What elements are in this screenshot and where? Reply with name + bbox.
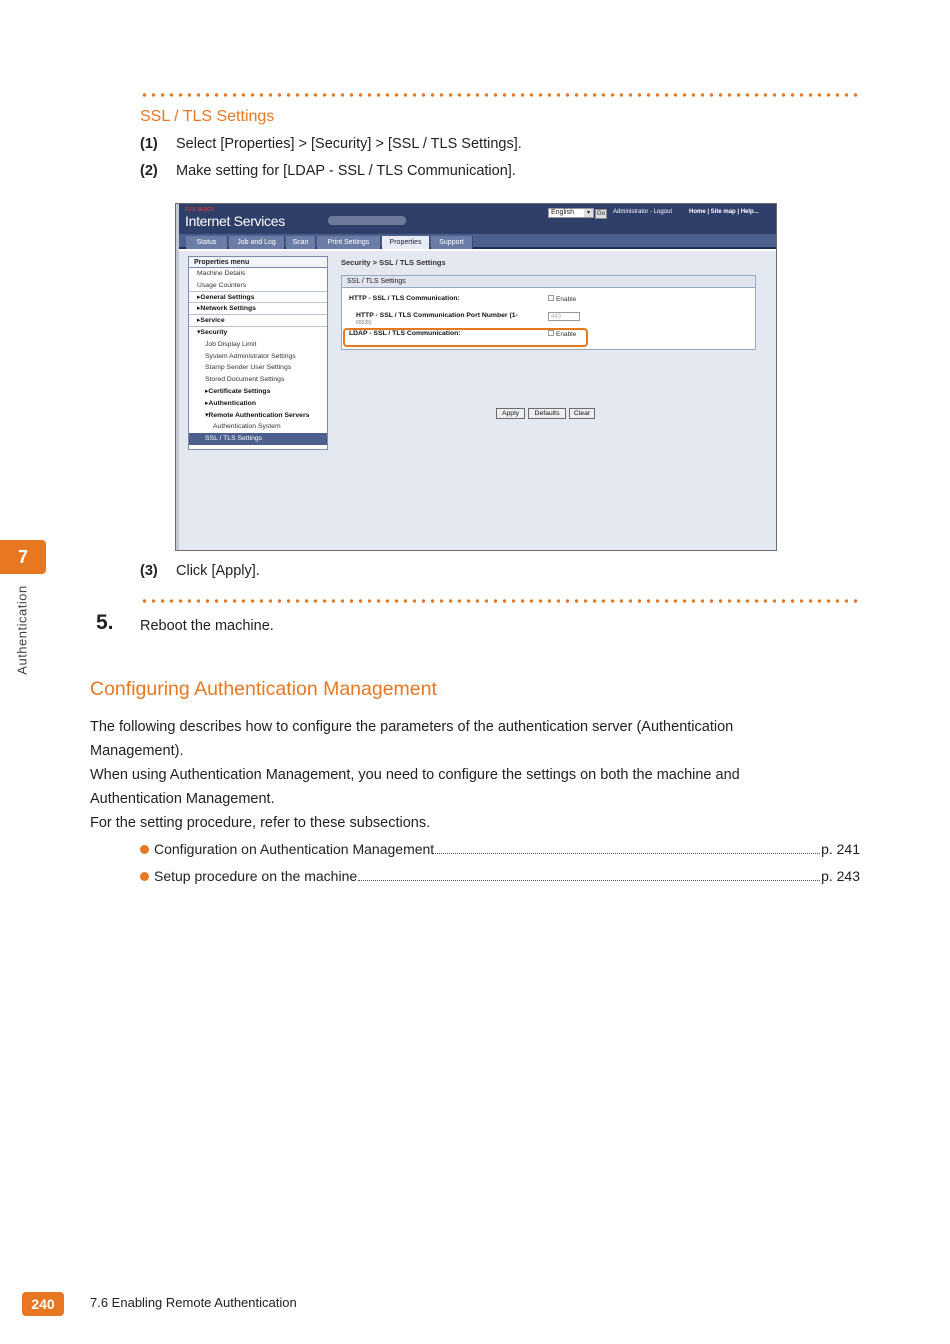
link-configuration-on-auth-mgmt[interactable] bbox=[140, 841, 860, 859]
tab-status[interactable]: Status bbox=[186, 236, 228, 249]
menu-item-usage-counters[interactable]: Usage Counters bbox=[189, 280, 327, 292]
left-frame-edge bbox=[176, 204, 179, 551]
menu-item-service[interactable]: ▸Service bbox=[189, 315, 327, 327]
menu-item-system-admin-settings[interactable]: System Administrator Settings bbox=[205, 352, 296, 360]
http-port-label: HTTP - SSL / TLS Communication Port Number (1- bbox=[356, 312, 518, 319]
paragraph-line-3: When using Authentication Management, you need to configure the settings on both the machine and bbox=[90, 767, 740, 783]
step-number: (2) bbox=[140, 163, 158, 179]
ldap-ssl-enable-label: Enable bbox=[556, 331, 577, 338]
step-text: Make setting for [LDAP - SSL / TLS Communication]. bbox=[176, 163, 516, 179]
tab-print-settings[interactable]: Print Settings bbox=[317, 236, 381, 249]
http-port-label-tail: 65535) bbox=[356, 320, 372, 326]
clear-button[interactable]: Clear bbox=[569, 408, 595, 419]
app-title: Internet Services bbox=[185, 213, 285, 229]
menu-title: Properties menu bbox=[189, 257, 327, 268]
http-ssl-enable-label: Enable bbox=[556, 296, 577, 303]
blurred-model-name bbox=[328, 216, 406, 225]
link-text[interactable]: Setup procedure on the machine bbox=[154, 868, 358, 884]
menu-item-authentication[interactable]: ▸Authentication bbox=[205, 399, 256, 407]
step-3 bbox=[140, 563, 260, 579]
dot-leader bbox=[358, 869, 820, 881]
menu-item-network-settings[interactable]: ▸Network Settings bbox=[189, 303, 327, 315]
apply-button[interactable]: Apply bbox=[496, 408, 525, 419]
chapter-tab: 7 bbox=[0, 540, 46, 574]
header-links[interactable]: Home | Site map | Help... bbox=[689, 209, 759, 215]
chevron-down-icon[interactable]: ▾ bbox=[584, 209, 593, 217]
tab-properties[interactable]: Properties bbox=[382, 236, 430, 249]
link-text[interactable]: Configuration on Authentication Management bbox=[154, 841, 435, 857]
step-5-text: Reboot the machine. bbox=[140, 618, 274, 634]
ldap-ssl-label: LDAP - SSL / TLS Communication: bbox=[349, 330, 461, 337]
ldap-highlight-frame bbox=[343, 328, 588, 347]
step-1 bbox=[140, 136, 522, 152]
menu-item-certificate-settings[interactable]: ▸Certificate Settings bbox=[205, 387, 271, 395]
menu-item-machine-details[interactable]: Machine Details bbox=[197, 270, 246, 277]
menu-item-stamp-sender-settings[interactable]: Stamp Sender User Settings bbox=[205, 364, 292, 372]
properties-menu bbox=[188, 256, 328, 450]
http-ssl-enable-checkbox[interactable] bbox=[548, 295, 554, 301]
bullet-icon bbox=[140, 872, 149, 881]
breadcrumb: Security > SSL / TLS Settings bbox=[341, 258, 446, 267]
menu-item-ssl-tls-settings[interactable]: SSL / TLS Settings bbox=[189, 433, 327, 445]
step-text: Select [Properties] > [Security] > [SSL / TLS Settings]. bbox=[176, 136, 522, 152]
admin-logout-link[interactable]: Administrator - Logout bbox=[613, 209, 673, 215]
language-value: English bbox=[551, 209, 574, 216]
menu-item-job-display-limit[interactable]: Job Display Limit bbox=[205, 340, 257, 348]
defaults-button[interactable]: Defaults bbox=[528, 408, 566, 419]
tab-scan[interactable]: Scan bbox=[286, 236, 316, 249]
link-page[interactable]: p. 243 bbox=[821, 868, 860, 884]
dotted-divider-bottom bbox=[140, 599, 860, 603]
paragraph-line-1: The following describes how to configure the parameters of the authentication server (Authentication bbox=[90, 719, 734, 735]
paragraph-line-2: Management). bbox=[90, 743, 184, 759]
http-ssl-label: HTTP - SSL / TLS Communication: bbox=[349, 295, 460, 302]
chapter-label: Authentication bbox=[14, 585, 30, 675]
step-number: (3) bbox=[140, 563, 158, 579]
tab-bar bbox=[176, 234, 776, 249]
content-area bbox=[176, 251, 776, 551]
section-title: Configuring Authentication Management bbox=[90, 678, 437, 700]
subsection-title: SSL / TLS Settings bbox=[140, 108, 275, 125]
go-button[interactable]: Go bbox=[596, 211, 605, 217]
menu-item-authentication-system[interactable]: Authentication System bbox=[213, 423, 281, 431]
paragraph-line-4: Authentication Management. bbox=[90, 791, 275, 807]
app-header bbox=[176, 204, 776, 234]
footer-section-title: 7.6 Enabling Remote Authentication bbox=[90, 1295, 297, 1310]
page-number: 240 bbox=[22, 1292, 64, 1316]
menu-item-general-settings[interactable]: ▸General Settings bbox=[189, 292, 327, 304]
step-5-number: 5. bbox=[96, 611, 114, 634]
paragraph-line-5: For the setting procedure, refer to these subsections. bbox=[90, 815, 431, 831]
dot-leader bbox=[435, 842, 820, 854]
step-number: (1) bbox=[140, 136, 158, 152]
tab-support[interactable]: Support bbox=[431, 236, 473, 249]
menu-item-stored-document-settings[interactable]: Stored Document Settings bbox=[205, 376, 285, 384]
step-text: Click [Apply]. bbox=[176, 563, 260, 579]
menu-item-security[interactable]: ▾Security bbox=[197, 328, 228, 336]
menu-item-remote-auth-servers[interactable]: ▾Remote Authentication Servers bbox=[205, 411, 310, 419]
step-2 bbox=[140, 163, 516, 179]
link-page[interactable]: p. 241 bbox=[821, 841, 860, 857]
brand-logo: FUJI XEROX bbox=[185, 207, 215, 213]
internet-services-screenshot bbox=[175, 203, 777, 551]
http-port-input[interactable]: 443 bbox=[548, 312, 580, 321]
panel-title: SSL / TLS Settings bbox=[342, 276, 755, 288]
link-setup-procedure[interactable] bbox=[140, 868, 860, 886]
bullet-icon bbox=[140, 845, 149, 854]
language-select[interactable] bbox=[548, 208, 594, 218]
tab-job-and-log[interactable]: Job and Log bbox=[229, 236, 285, 249]
dotted-divider-top bbox=[140, 93, 860, 97]
